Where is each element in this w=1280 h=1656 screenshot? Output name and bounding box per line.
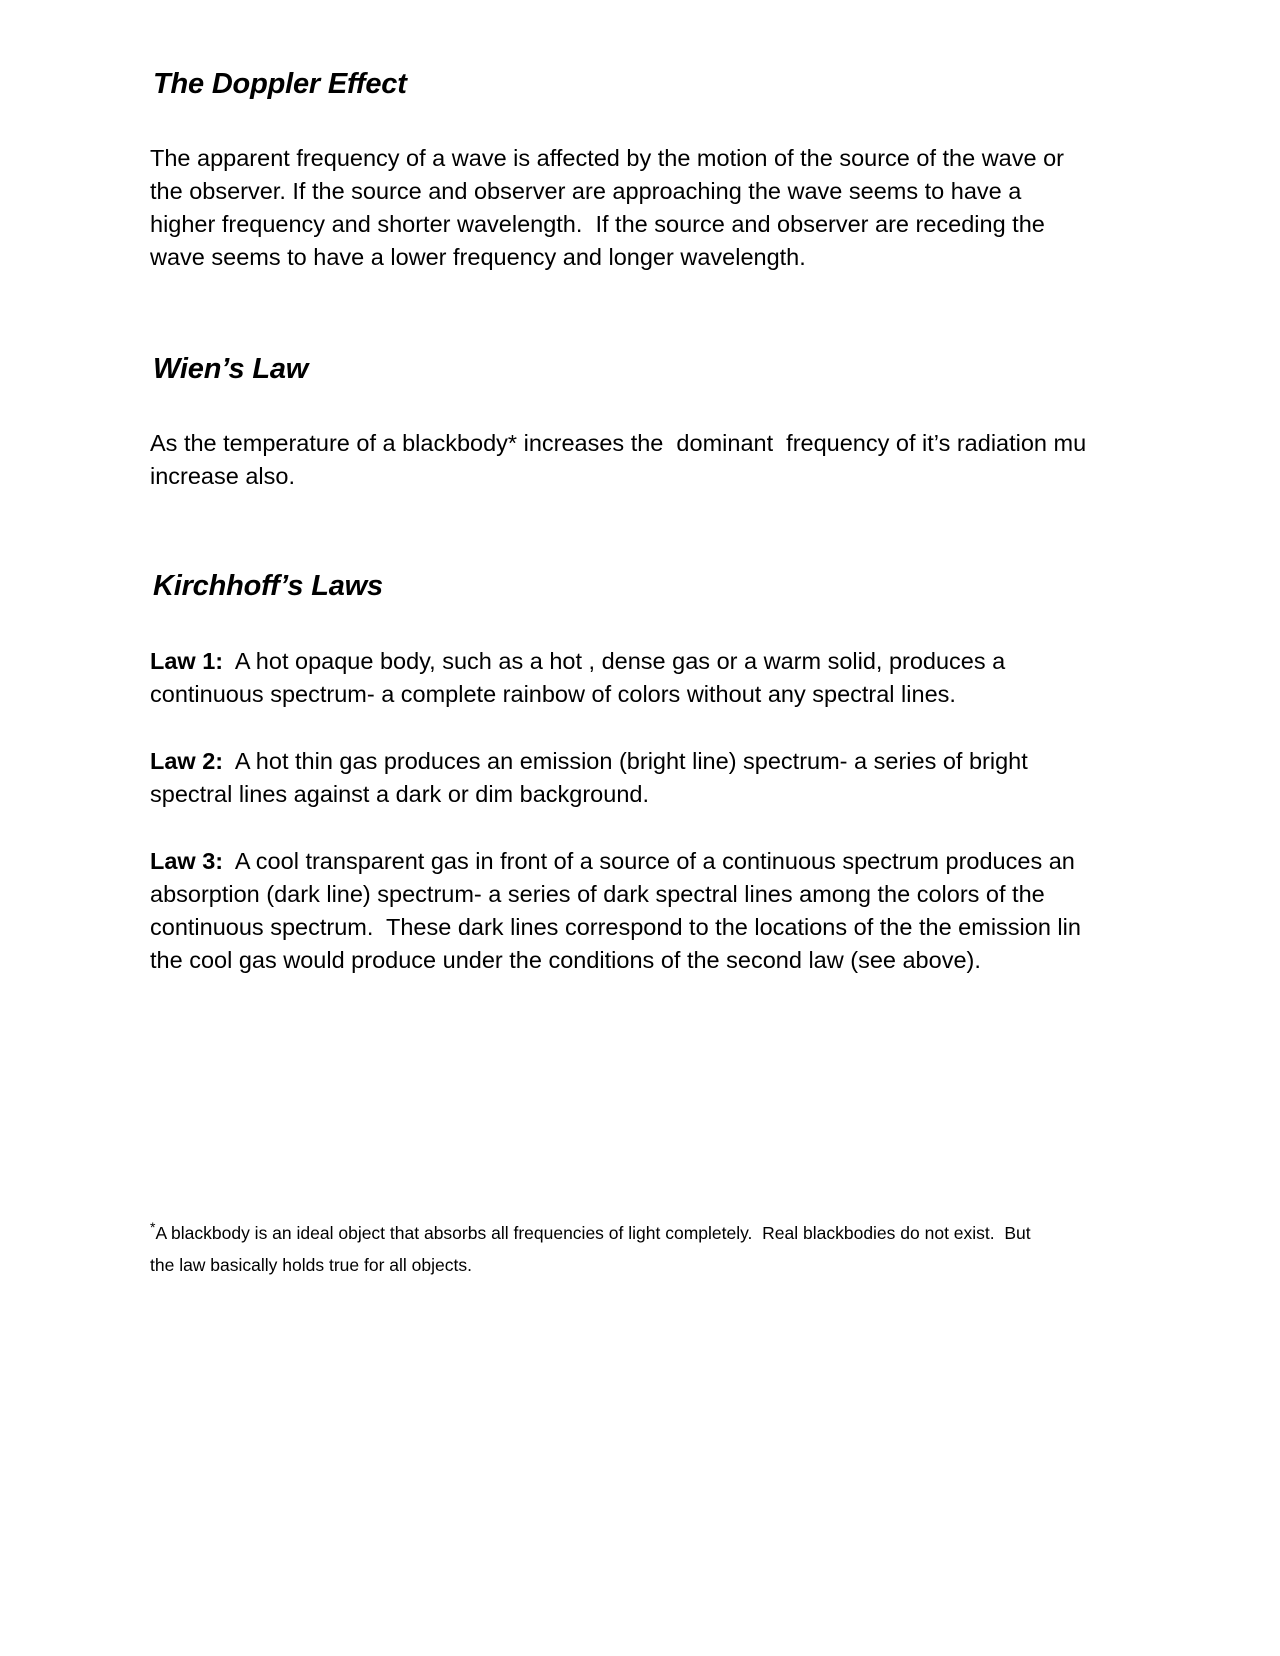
wien-line: As the temperature of a blackbody* increases the dominant frequency of it’s radiation mu [150, 430, 1087, 456]
law3-line: A cool transparent gas in front of a source of a continuous spectrum produces an [223, 848, 1075, 874]
doppler-heading: The Doppler Effect [153, 68, 407, 100]
law3-paragraph [150, 845, 1150, 977]
wien-heading: Wien’s Law [153, 353, 309, 385]
law1-line: continuous spectrum- a complete rainbow of colors without any spectral lines. [150, 681, 956, 707]
law1-line: A hot opaque body, such as a hot , dense gas or a warm solid, produces a [223, 648, 1006, 674]
doppler-line: higher frequency and shorter wavelength. If the source and observer are receding the [150, 211, 1045, 237]
footnote-marker: * [150, 1219, 156, 1235]
law1-paragraph [150, 645, 1150, 711]
kirchhoff-heading: Kirchhoff’s Laws [153, 570, 383, 602]
footnote-line: A blackbody is an ideal object that absorbs all frequencies of light completely. Real blackbodies do not exist. But [155, 1223, 1031, 1243]
doppler-line: wave seems to have a lower frequency and longer wavelength. [150, 244, 806, 270]
footnote [150, 1218, 1150, 1281]
law2-line: spectral lines against a dark or dim background. [150, 781, 649, 807]
law3-line: continuous spectrum. These dark lines correspond to the locations of the the emission lin [150, 914, 1081, 940]
wien-paragraph [150, 427, 1150, 493]
law2-line: A hot thin gas produces an emission (bright line) spectrum- a series of bright [223, 748, 1028, 774]
law2-label: Law 2: [150, 748, 224, 774]
law2-paragraph [150, 745, 1150, 811]
doppler-line: the observer. If the source and observer are approaching the wave seems to have a [150, 178, 1022, 204]
doppler-line: The apparent frequency of a wave is affected by the motion of the source of the wave or [150, 145, 1064, 171]
footnote-line: the law basically holds true for all objects. [150, 1255, 472, 1275]
doppler-paragraph [150, 142, 1150, 274]
law3-line: absorption (dark line) spectrum- a series of dark spectral lines among the colors of the [150, 881, 1045, 907]
law3-label: Law 3: [150, 848, 224, 874]
law3-line: the cool gas would produce under the conditions of the second law (see above). [150, 947, 981, 973]
law1-label: Law 1: [150, 648, 224, 674]
wien-line: increase also. [150, 463, 295, 489]
